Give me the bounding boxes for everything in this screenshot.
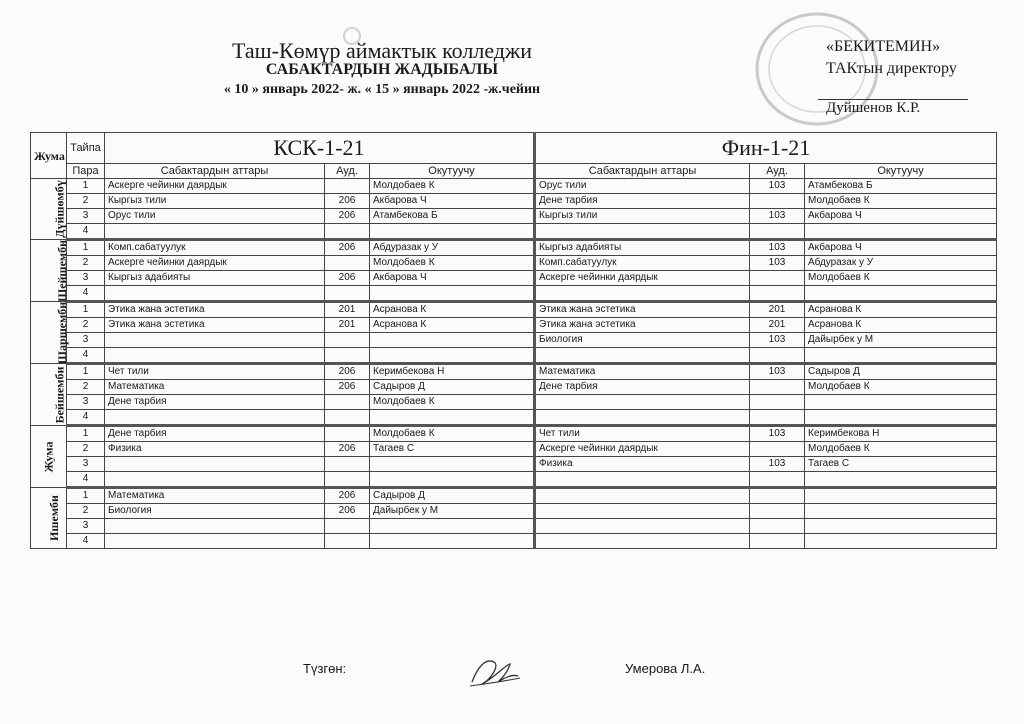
day-name: Дүйшөмбү bbox=[52, 180, 67, 238]
teacher-cell bbox=[805, 504, 997, 519]
para-number: 3 bbox=[67, 519, 105, 534]
table-row bbox=[31, 224, 997, 240]
table-row bbox=[31, 426, 997, 442]
subject-cell bbox=[105, 333, 325, 348]
room-cell bbox=[325, 256, 370, 271]
compiled-by-label: Түзгөн: bbox=[303, 661, 347, 676]
day-name: Жума bbox=[41, 441, 56, 472]
teacher-cell bbox=[805, 472, 997, 488]
group-label: Тайпа bbox=[67, 133, 105, 164]
schedule-body bbox=[31, 179, 997, 549]
table-row bbox=[31, 271, 997, 286]
teacher-cell bbox=[805, 410, 997, 426]
table-row bbox=[31, 442, 997, 457]
room-cell bbox=[750, 488, 805, 504]
para-number: 3 bbox=[67, 395, 105, 410]
subject-cell bbox=[535, 472, 750, 488]
room-cell: 201 bbox=[325, 302, 370, 318]
teacher-cell: Тагаев С bbox=[370, 442, 535, 457]
room-cell bbox=[750, 442, 805, 457]
teacher-cell bbox=[805, 519, 997, 534]
room-cell: 201 bbox=[325, 318, 370, 333]
subject-cell: Физика bbox=[535, 457, 750, 472]
table-row bbox=[31, 348, 997, 364]
day-name-cell bbox=[31, 426, 67, 488]
table-row bbox=[31, 395, 997, 410]
teacher-cell bbox=[370, 534, 535, 549]
room-cell: 103 bbox=[750, 333, 805, 348]
room-cell: 103 bbox=[750, 426, 805, 442]
subject-cell bbox=[105, 534, 325, 549]
room-cell bbox=[750, 271, 805, 286]
para-number: 4 bbox=[67, 534, 105, 549]
subject-cell bbox=[535, 286, 750, 302]
day-name: Шаршемби bbox=[55, 301, 70, 364]
subject-cell: Физика bbox=[105, 442, 325, 457]
subject-cell: Кыргыз адабияты bbox=[535, 240, 750, 256]
room-cell bbox=[325, 534, 370, 549]
para-number: 1 bbox=[67, 488, 105, 504]
subject-cell bbox=[105, 410, 325, 426]
room-header: Ауд. bbox=[325, 164, 370, 179]
room-cell bbox=[325, 179, 370, 194]
subject-cell: Математика bbox=[105, 380, 325, 395]
teacher-cell: Асранова К bbox=[370, 318, 535, 333]
subject-cell bbox=[105, 472, 325, 488]
approval-position: ТАКтын директору bbox=[826, 60, 957, 77]
teacher-cell: Акбарова Ч bbox=[805, 209, 997, 224]
day-name-cell bbox=[31, 488, 67, 549]
schedule-title: САБАКТАРДЫН ЖАДЫБАЛЫ bbox=[265, 61, 499, 78]
teacher-cell bbox=[370, 224, 535, 240]
room-cell bbox=[750, 380, 805, 395]
room-cell: 103 bbox=[750, 240, 805, 256]
subject-cell: Орус тили bbox=[105, 209, 325, 224]
room-cell: 103 bbox=[750, 209, 805, 224]
teacher-cell: Асранова К bbox=[805, 318, 997, 333]
subject-cell: Аскерге чейинки даярдык bbox=[105, 179, 325, 194]
day-name: Ишемби bbox=[46, 495, 61, 541]
subject-cell: Чет тили bbox=[535, 426, 750, 442]
teacher-cell bbox=[805, 534, 997, 549]
teacher-cell: Атамбекова Б bbox=[805, 179, 997, 194]
table-row bbox=[31, 179, 997, 194]
teacher-cell: Акбарова Ч bbox=[370, 271, 535, 286]
para-number: 3 bbox=[67, 457, 105, 472]
teacher-cell: Акбарова Ч bbox=[370, 194, 535, 209]
subject-cell bbox=[105, 348, 325, 364]
day-column-header: Жума bbox=[31, 133, 67, 179]
teacher-cell: Керимбекова Н bbox=[370, 364, 535, 380]
teacher-cell: Акбарова Ч bbox=[805, 240, 997, 256]
room-cell bbox=[750, 348, 805, 364]
subject-cell bbox=[535, 395, 750, 410]
teacher-cell: Тагаев С bbox=[805, 457, 997, 472]
teacher-cell bbox=[370, 472, 535, 488]
teacher-cell: Асранова К bbox=[805, 302, 997, 318]
subject-cell: Кыргыз тили bbox=[535, 209, 750, 224]
room-cell bbox=[325, 333, 370, 348]
room-cell: 103 bbox=[750, 256, 805, 271]
teacher-cell: Дайырбек у М bbox=[805, 333, 997, 348]
room-cell bbox=[750, 472, 805, 488]
room-cell bbox=[325, 457, 370, 472]
room-cell: 206 bbox=[325, 240, 370, 256]
room-cell: 103 bbox=[750, 457, 805, 472]
subject-cell: Математика bbox=[535, 364, 750, 380]
teacher-cell: Молдобаев К bbox=[370, 426, 535, 442]
teacher-cell bbox=[370, 457, 535, 472]
room-cell bbox=[750, 534, 805, 549]
teacher-cell: Керимбекова Н bbox=[805, 426, 997, 442]
room-header: Ауд. bbox=[750, 164, 805, 179]
subject-cell bbox=[105, 224, 325, 240]
para-number: 1 bbox=[67, 426, 105, 442]
table-row bbox=[31, 333, 997, 348]
table-row bbox=[31, 488, 997, 504]
teacher-cell: Садыров Д bbox=[370, 488, 535, 504]
teacher-cell: Молдобаев К bbox=[805, 442, 997, 457]
room-cell bbox=[750, 410, 805, 426]
teacher-cell: Молдобаев К bbox=[805, 271, 997, 286]
room-cell bbox=[750, 224, 805, 240]
table-row bbox=[31, 286, 997, 302]
room-cell: 201 bbox=[750, 302, 805, 318]
subject-cell: Аскерге чейинки даярдык bbox=[105, 256, 325, 271]
subject-cell bbox=[535, 224, 750, 240]
teacher-cell bbox=[370, 333, 535, 348]
room-cell: 206 bbox=[325, 209, 370, 224]
table-row bbox=[31, 504, 997, 519]
room-cell bbox=[325, 286, 370, 302]
subject-cell: Этика жана эстетика bbox=[535, 302, 750, 318]
subject-cell bbox=[535, 410, 750, 426]
subject-cell: Дене тарбия bbox=[535, 194, 750, 209]
room-cell bbox=[325, 348, 370, 364]
schedule-period: « 10 » январь 2022- ж. « 15 » январь 2022 -ж.чейин bbox=[223, 82, 541, 97]
teacher-cell: Дайырбек у М bbox=[370, 504, 535, 519]
teacher-cell bbox=[370, 410, 535, 426]
teacher-cell bbox=[370, 286, 535, 302]
room-cell bbox=[750, 519, 805, 534]
subject-cell: Комп.сабатуулук bbox=[105, 240, 325, 256]
teacher-cell: Молдобаев К bbox=[370, 256, 535, 271]
room-cell: 206 bbox=[325, 380, 370, 395]
teacher-cell bbox=[805, 224, 997, 240]
subject-cell: Комп.сабатуулук bbox=[535, 256, 750, 271]
teacher-cell: Абдуразак у У bbox=[370, 240, 535, 256]
day-name-cell bbox=[31, 179, 67, 240]
subject-cell: Аскерге чейинки даярдык bbox=[535, 271, 750, 286]
subject-cell: Чет тили bbox=[105, 364, 325, 380]
subject-header: Сабактардын аттары bbox=[535, 164, 750, 179]
room-cell bbox=[325, 519, 370, 534]
group-fin-header: Фин-1-21 bbox=[535, 133, 997, 164]
teacher-header: Окутуучу bbox=[805, 164, 997, 179]
table-row bbox=[31, 364, 997, 380]
subject-cell bbox=[535, 348, 750, 364]
subject-cell: Аскерге чейинки даярдык bbox=[535, 442, 750, 457]
table-row bbox=[31, 472, 997, 488]
subject-cell: Дене тарбия bbox=[535, 380, 750, 395]
table-row bbox=[31, 534, 997, 549]
para-number: 4 bbox=[67, 410, 105, 426]
room-cell bbox=[325, 426, 370, 442]
subject-cell bbox=[535, 534, 750, 549]
teacher-cell: Асранова К bbox=[370, 302, 535, 318]
teacher-cell: Атамбекова Б bbox=[370, 209, 535, 224]
table-row bbox=[31, 519, 997, 534]
room-cell: 206 bbox=[325, 504, 370, 519]
para-number: 2 bbox=[67, 194, 105, 209]
para-number: 2 bbox=[67, 442, 105, 457]
room-cell bbox=[750, 286, 805, 302]
room-cell bbox=[750, 395, 805, 410]
room-cell: 206 bbox=[325, 442, 370, 457]
room-cell bbox=[325, 472, 370, 488]
room-cell: 103 bbox=[750, 179, 805, 194]
teacher-cell bbox=[370, 519, 535, 534]
room-cell: 206 bbox=[325, 194, 370, 209]
subject-cell: Дене тарбия bbox=[105, 426, 325, 442]
teacher-cell bbox=[805, 348, 997, 364]
para-label: Пара bbox=[67, 164, 105, 179]
subject-cell: Биология bbox=[105, 504, 325, 519]
room-cell: 103 bbox=[750, 364, 805, 380]
para-number: 2 bbox=[67, 256, 105, 271]
teacher-cell: Молдобаев К bbox=[370, 395, 535, 410]
para-number: 1 bbox=[67, 302, 105, 318]
table-row bbox=[31, 209, 997, 224]
teacher-cell: Садыров Д bbox=[805, 364, 997, 380]
teacher-cell bbox=[805, 488, 997, 504]
table-row bbox=[31, 240, 997, 256]
para-number: 2 bbox=[67, 318, 105, 333]
subject-cell: Орус тили bbox=[535, 179, 750, 194]
subject-cell: Этика жана эстетика bbox=[535, 318, 750, 333]
subject-cell: Этика жана эстетика bbox=[105, 318, 325, 333]
room-cell bbox=[325, 395, 370, 410]
table-row bbox=[31, 318, 997, 333]
teacher-cell bbox=[370, 348, 535, 364]
subject-cell: Кыргыз тили bbox=[105, 194, 325, 209]
table-row bbox=[31, 194, 997, 209]
table-row bbox=[31, 256, 997, 271]
para-number: 2 bbox=[67, 504, 105, 519]
subject-cell bbox=[105, 457, 325, 472]
table-row bbox=[31, 410, 997, 426]
para-number: 2 bbox=[67, 380, 105, 395]
para-number: 1 bbox=[67, 240, 105, 256]
room-cell bbox=[750, 504, 805, 519]
subject-cell: Дене тарбия bbox=[105, 395, 325, 410]
signature-image bbox=[464, 648, 524, 694]
subject-cell: Математика bbox=[105, 488, 325, 504]
room-cell: 206 bbox=[325, 271, 370, 286]
room-cell bbox=[325, 410, 370, 426]
teacher-cell: Молдобаев К bbox=[805, 380, 997, 395]
day-name: Шейшемби bbox=[54, 239, 69, 302]
teacher-cell: Абдуразак у У bbox=[805, 256, 997, 271]
subject-cell: Этика жана эстетика bbox=[105, 302, 325, 318]
para-number: 4 bbox=[67, 224, 105, 240]
para-number: 3 bbox=[67, 209, 105, 224]
group-ksk-header: КСК-1-21 bbox=[105, 133, 535, 164]
schedule-table bbox=[30, 132, 997, 549]
room-cell: 201 bbox=[750, 318, 805, 333]
para-number: 4 bbox=[67, 348, 105, 364]
subject-cell bbox=[535, 488, 750, 504]
table-row bbox=[31, 302, 997, 318]
para-number: 4 bbox=[67, 472, 105, 488]
room-cell bbox=[750, 194, 805, 209]
para-number: 4 bbox=[67, 286, 105, 302]
teacher-cell bbox=[805, 286, 997, 302]
teacher-cell bbox=[805, 395, 997, 410]
approval-director-name: Дуйшенов К.Р. bbox=[826, 100, 921, 116]
day-name-cell bbox=[31, 240, 67, 302]
table-row bbox=[31, 457, 997, 472]
subject-cell bbox=[535, 504, 750, 519]
day-name: Бейшемби bbox=[52, 366, 67, 423]
day-name-cell bbox=[31, 364, 67, 426]
teacher-cell: Молдобаев К bbox=[805, 194, 997, 209]
subject-header: Сабактардын аттары bbox=[105, 164, 325, 179]
subject-cell bbox=[105, 519, 325, 534]
teacher-header: Окутуучу bbox=[370, 164, 535, 179]
para-number: 3 bbox=[67, 271, 105, 286]
subject-cell: Кыргыз адабияты bbox=[105, 271, 325, 286]
room-cell bbox=[325, 224, 370, 240]
teacher-cell: Молдобаев К bbox=[370, 179, 535, 194]
para-number: 3 bbox=[67, 333, 105, 348]
subject-cell bbox=[105, 286, 325, 302]
college-name: Таш-Көмүр аймактык колледжи bbox=[232, 38, 532, 63]
table-row bbox=[31, 380, 997, 395]
para-number: 1 bbox=[67, 179, 105, 194]
day-name-cell bbox=[31, 301, 70, 364]
approval-heading: «БЕКИТЕМИН» bbox=[826, 38, 941, 55]
subject-cell bbox=[535, 519, 750, 534]
compiled-by-name: Умерова Л.А. bbox=[625, 661, 706, 676]
subject-cell: Биология bbox=[535, 333, 750, 348]
para-number: 1 bbox=[67, 364, 105, 380]
room-cell: 206 bbox=[325, 364, 370, 380]
room-cell: 206 bbox=[325, 488, 370, 504]
teacher-cell: Садыров Д bbox=[370, 380, 535, 395]
